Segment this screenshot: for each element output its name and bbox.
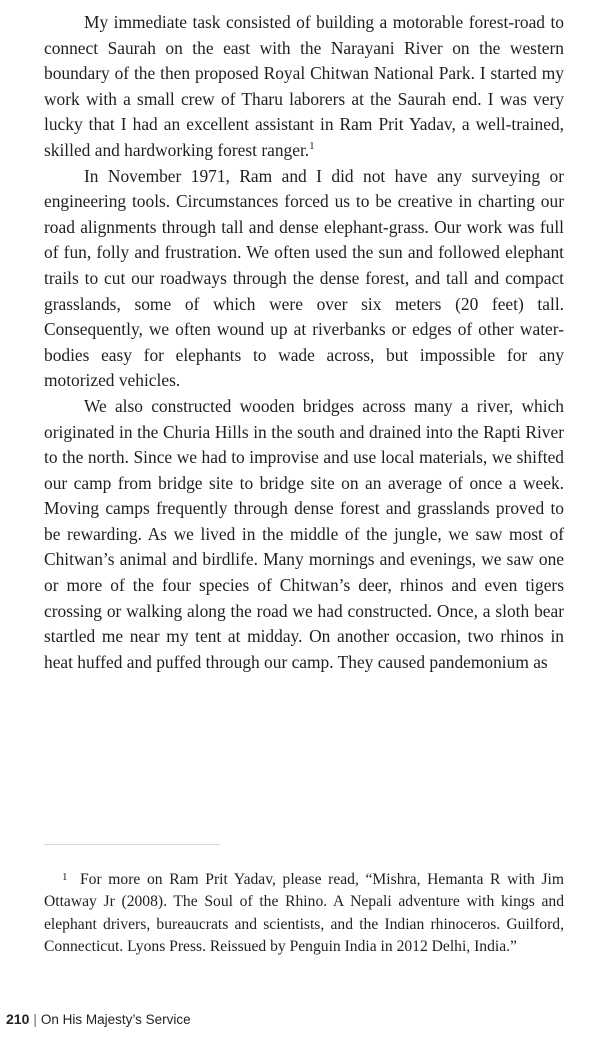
paragraph-2: In November 1971, Ram and I did not have any surveying or engineering tools. Circumstances forced us to be creative in charting our road alignments through tall and dense elephant-grass. Our work was full of fun, folly and frustration. We often used the sun and followed elephant trails to cut our roadways through the dense forest, and tall and compact grasslands, some of which were over six meters (20 feet) tall. Consequently, we often wound up at riverbanks or edges of other water-bodies easy for elephants to wade across, but impossible for any motorized vehicles.	[44, 165, 564, 391]
footnote	[44, 866, 564, 959]
book-title: On His Majesty’s Service	[40, 1012, 191, 1027]
footnote-marker: 1	[62, 871, 68, 883]
body-text	[44, 10, 564, 675]
paragraph-1-text: My immediate task consisted of building a motorable forest-road to connect Saurah on the east with the Narayani River on the western boundary of the then proposed Royal Chitwan National Park. I started my work with a small crew of Tharu laborers at the Saurah end. I was very lucky that I had an excellent assistant in Ram Prit Yadav, a well-trained, skilled and hardworking forest ranger.	[44, 12, 564, 160]
footer-separator: |	[33, 1012, 37, 1027]
running-footer	[6, 1011, 191, 1027]
footnote-reference: 1	[309, 140, 315, 153]
page-number: 210	[6, 1011, 30, 1027]
paragraph-3: We also constructed wooden bridges across many a river, which originated in the Churia Hills in the south and drained into the Rapti River to the north. Since we had to improvise and use local materials, we shifted our camp from bridge site to bridge site on an average of once a week. Moving camps frequently through dense forest and grasslands proved to be rewarding. As we lived in the middle of the jungle, we saw most of Chitwan’s animal and birdlife. Many mornings and evenings, we saw one or more of the four species of Chitwan’s deer, rhinos and even tigers crossing or walking along the road we had constructed. Once, a sloth bear startled me near my tent at midday. On another occasion, two rhinos in heat huffed and puffed through our camp. They caused pandemonium as	[44, 395, 564, 672]
paragraph-1	[44, 10, 564, 164]
footnote-divider	[44, 844, 220, 845]
footnote-text: For more on Ram Prit Yadav, please read, “Mishra, Hemanta R with Jim Ottaway Jr (2008). The Soul of the Rhino. A Nepali adventure with kings and elephant drivers, bureaucrats and scientists, and the Indian rhinoceros. Guilford, Connecticut. Lyons Press. Reissued by Penguin India in 2012 Delhi, India.”	[44, 871, 564, 956]
